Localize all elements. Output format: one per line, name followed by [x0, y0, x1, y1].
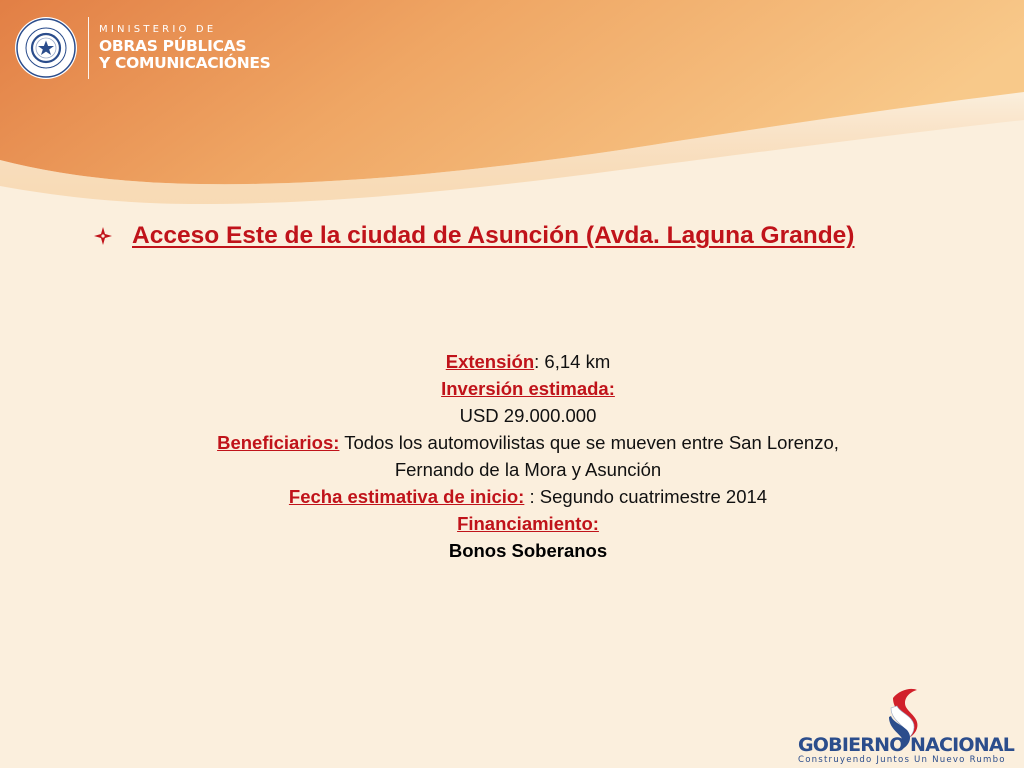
gobierno-nacional-logo	[796, 684, 1018, 764]
title-text: Acceso Este de la ciudad de Asunción (Avda. Laguna Grande)	[132, 222, 855, 249]
beneficiaries-value-continued: Fernando de la Mora y Asunción	[394, 459, 662, 480]
financing-row	[100, 510, 956, 537]
start-date-value: : Segundo cuatrimestre 2014	[524, 486, 768, 507]
investment-label: Inversión estimada:	[441, 378, 615, 399]
start-date-label: Fecha estimativa de inicio:	[288, 486, 525, 507]
financing-value: Bonos Soberanos	[448, 540, 608, 561]
project-details	[100, 348, 956, 564]
ministry-line-3: Y COMUNICACIÓNES	[99, 53, 271, 72]
diamond-bullet-icon	[94, 227, 112, 245]
gobierno-text: GOBIERNO	[798, 734, 905, 756]
slide-title	[94, 222, 854, 250]
financing-label: Financiamiento:	[457, 513, 599, 534]
ministry-line-1: MINISTERIO DE	[99, 23, 217, 35]
beneficiaries-row	[100, 429, 956, 456]
tagline-text: Construyendo Juntos Un Nuevo Rumbo	[798, 755, 1006, 764]
ministry-name	[99, 25, 271, 72]
nacional-text: NACIONAL	[910, 734, 1015, 756]
ministry-logo	[14, 14, 271, 82]
ministry-line-2: OBRAS PÚBLICAS	[99, 36, 247, 55]
beneficiaries-value: Todos los automovilistas que se mueven entre San Lorenzo,	[339, 432, 839, 453]
beneficiaries-label: Beneficiarios:	[217, 432, 340, 453]
start-date-row	[100, 483, 956, 510]
extension-label: Extensión	[445, 351, 535, 372]
investment-row	[100, 375, 956, 402]
extension-row	[100, 348, 956, 375]
logo-divider	[88, 17, 89, 79]
seal-icon	[14, 16, 78, 80]
extension-value: : 6,14 km	[534, 351, 611, 372]
investment-value: USD 29.000.000	[459, 405, 597, 426]
